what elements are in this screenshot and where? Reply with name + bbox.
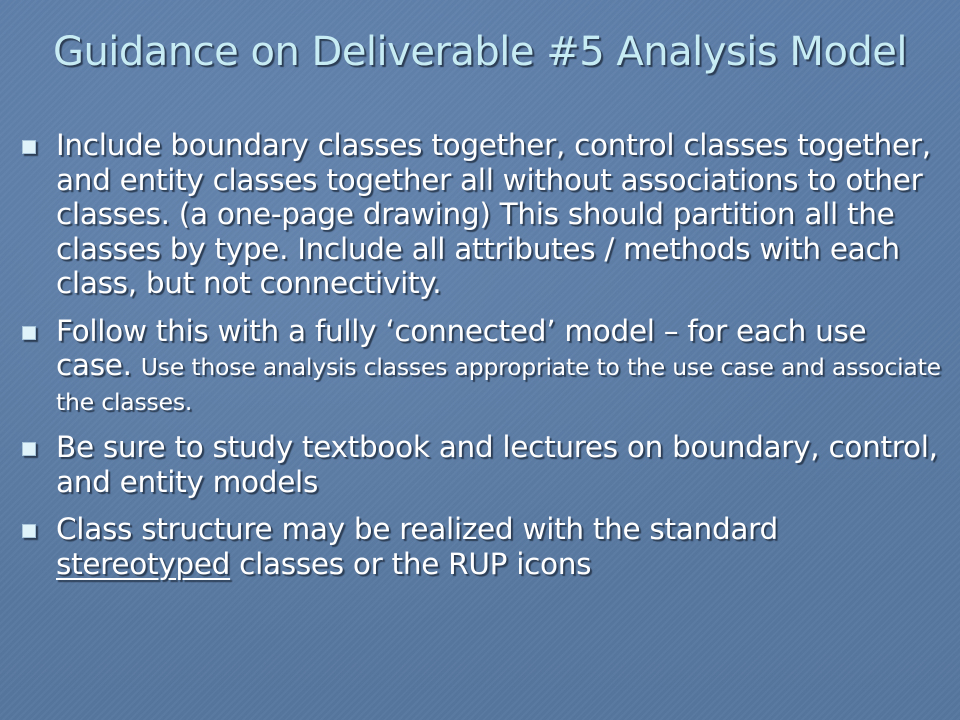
square-bullet-icon — [22, 524, 36, 538]
bullet-item-partition-classes — [22, 128, 942, 301]
square-bullet-icon — [22, 140, 36, 154]
bullet-item-connected-model — [22, 314, 942, 418]
bullet-item-study-models — [22, 430, 942, 499]
bullet-subtext: Use those analysis classes appropriate to the use case and associate the classes. — [56, 353, 941, 416]
bullet-text: Follow this with a fully ‘connected’ model – for each use case. — [56, 313, 867, 382]
square-bullet-icon — [22, 442, 36, 456]
slide-title: Guidance on Deliverable #5 Analysis Model — [52, 29, 908, 75]
stereotyped-term: stereotyped — [56, 546, 231, 581]
square-bullet-icon — [22, 326, 36, 340]
bullet-text-end: classes or the RUP icons — [239, 546, 592, 581]
bullet-list — [22, 128, 942, 594]
bullet-text: Class structure may be realized with the standard — [56, 512, 778, 546]
bullet-text: Include boundary classes together, control classes together, and entity classes together all without associations to other classes. (a one-page drawing) This should partition all the classes by type. Include all attributes / methods with each class, but not connectivity. — [56, 128, 931, 300]
bullet-text: Be sure to study textbook and lectures on boundary, control, and entity models — [56, 430, 938, 499]
bullet-item-class-structure — [22, 512, 942, 581]
